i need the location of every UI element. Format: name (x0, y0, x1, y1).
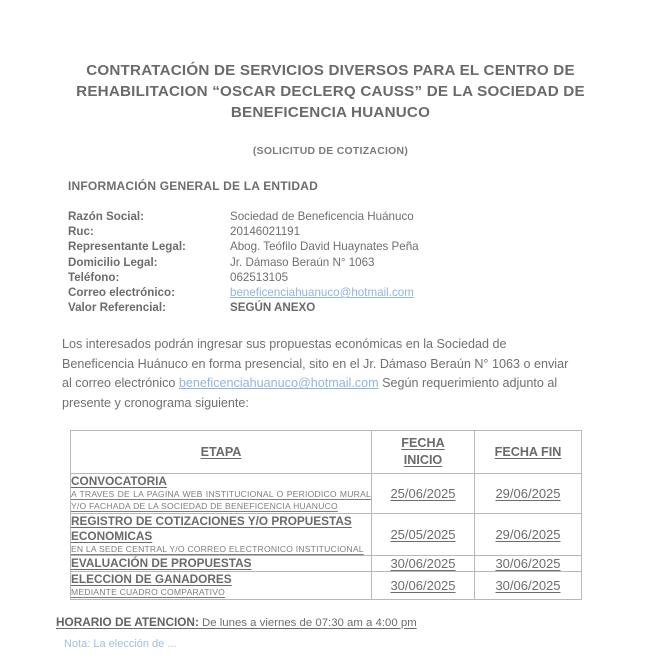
info-label-domicilio-legal: Domicilio Legal: (68, 255, 158, 269)
fecha-inicio-value: 25/06/2025 (390, 486, 456, 502)
page-title: CONTRATACIÓN DE SERVICIOS DIVERSOS PARA EL CENTRO DE REHABILITACION “OSCAR DECLERQ CAUSS” DE LA SOCIEDAD DE BENEFICENCIA HUANUCO (76, 62, 585, 121)
info-value-telefono: 062513105 (230, 270, 289, 284)
section-heading-entity-info: INFORMACIÓN GENERAL DE LA ENTIDAD (68, 179, 318, 193)
intro-text-part2: Según requerimiento adjunto al presente y cronograma siguiente: (62, 376, 558, 410)
info-value-valor-referencial: SEGÚN ANEXO (230, 301, 316, 315)
entity-info-grid (0, 209, 661, 315)
info-label-razon-social: Razón Social: (68, 210, 145, 223)
info-value-domicilio-legal: Jr. Dámaso Beraún N° 1063 (230, 255, 375, 269)
etapa-title: ELECCION DE GANADORES (71, 572, 232, 587)
column-header-fecha-fin (475, 431, 582, 474)
horario-atencion (56, 615, 417, 629)
info-value-ruc: 20146021191 (230, 225, 301, 239)
info-label-representante-legal: Representante Legal: (68, 240, 186, 254)
etapa-title: CONVOCATORIA (71, 474, 167, 489)
schedule-table (70, 430, 582, 599)
schedule-table-head (71, 431, 582, 474)
horario-label: HORARIO DE ATENCION: (56, 614, 199, 629)
cell-fecha-fin (475, 474, 582, 513)
fecha-fin-value: 29/06/2025 (495, 526, 561, 542)
table-header-row (71, 431, 582, 474)
info-label-ruc: Ruc: (68, 225, 94, 239)
info-value-representante-legal: Abog. Teófilo David Huaynates Peña (230, 240, 419, 254)
etapa-subtext: A TRAVES DE LA PAGINA WEB INSTITUCIONAL O PERIODICO MURAL Y/O FACHADA DE LA SOCIEDAD DE BENEFICENCIA HUANUCO (71, 489, 371, 512)
fecha-inicio-value: 30/06/2025 (390, 556, 456, 572)
cell-fecha-fin (475, 513, 582, 556)
column-header-etapa (71, 431, 372, 474)
info-label-valor-referencial: Valor Referencial: (68, 301, 166, 315)
footer-section (0, 600, 661, 647)
table-row (71, 474, 582, 513)
column-header-fecha-inicio (372, 431, 475, 474)
cell-fecha-inicio (372, 556, 475, 572)
column-header-etapa-label: ETAPA (200, 444, 242, 459)
etapa-subtext: EN LA SEDE CENTRAL Y/O CORREO ELECTRONICO INSTITUCIONAL (71, 543, 364, 554)
fecha-fin-value: 30/06/2025 (495, 578, 561, 593)
cell-etapa (71, 474, 372, 513)
column-header-fecha-inicio-line1: FECHA (401, 436, 445, 451)
schedule-table-wrapper (0, 430, 661, 599)
schedule-table-body (71, 474, 582, 599)
info-value-razon-social: Sociedad de Beneficencia Huánuco (230, 210, 414, 223)
intro-paragraph (0, 335, 661, 413)
fecha-inicio-value: 30/06/2025 (390, 578, 456, 593)
document-subtitle: (SOLICITUD DE COTIZACION) (252, 146, 409, 157)
cell-fecha-fin (475, 556, 582, 572)
info-value-correo-electronico-link[interactable]: beneficenciahuanuco@hotmail.com (230, 286, 414, 300)
cell-fecha-fin (475, 572, 582, 600)
etapa-subtext: MEDIANTE CUADRO COMPARATIVO (71, 587, 226, 598)
cell-fecha-inicio (372, 513, 475, 556)
horario-value: De lunes a viernes de 07:30 am a 4:00 pm (198, 616, 417, 629)
cell-fecha-inicio (372, 474, 475, 513)
table-row (71, 513, 582, 556)
cell-etapa (71, 513, 372, 556)
nota-clipped-text: Nota: La elección de ... (64, 637, 177, 647)
column-header-fecha-fin-label: FECHA FIN (494, 444, 562, 459)
table-row (71, 556, 582, 572)
etapa-title: EVALUACIÓN DE PROPUESTAS (71, 556, 252, 571)
cell-etapa (71, 556, 372, 572)
cell-fecha-inicio (372, 572, 475, 600)
intro-email-link[interactable]: beneficenciahuanuco@hotmail.com (178, 376, 379, 391)
etapa-title: REGISTRO DE COTIZACIONES Y/O PROPUESTAS ECONOMICAS (71, 513, 352, 543)
title-block (0, 0, 661, 157)
column-header-fecha-inicio-line2: INICIO (403, 452, 443, 467)
info-label-telefono: Teléfono: (68, 270, 120, 284)
intro-text-part1: Los interesados podrán ingresar sus propuestas económicas en la Sociedad de Beneficencia Huánuco en forma presencial, sito en el Jr. Dámaso Beraún N° 1063 o enviar al correo electrónico (62, 337, 569, 391)
info-label-correo-electronico: Correo electrónico: (68, 286, 175, 300)
fecha-inicio-value: 25/05/2025 (390, 526, 456, 542)
cell-etapa (71, 572, 372, 600)
fecha-fin-value: 29/06/2025 (495, 486, 561, 502)
fecha-fin-value: 30/06/2025 (495, 556, 561, 572)
table-row (71, 572, 582, 600)
